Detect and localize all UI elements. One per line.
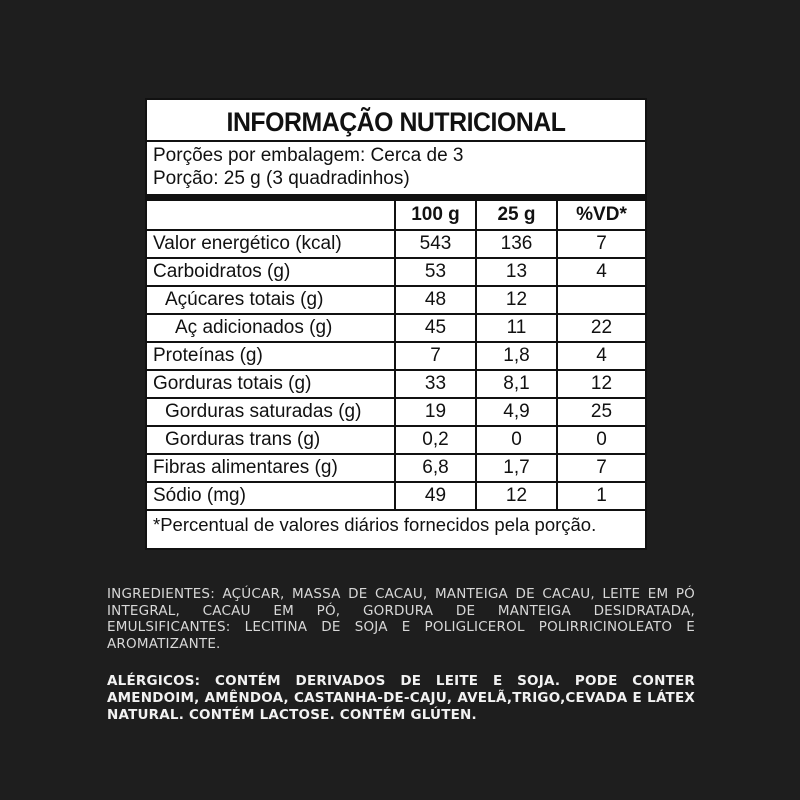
value-25g: 8,1 bbox=[476, 370, 557, 398]
servings-per-package: Porções por embalagem: Cerca de 3 bbox=[153, 145, 464, 166]
value-vd: 7 bbox=[557, 454, 645, 482]
value-25g: 1,8 bbox=[476, 342, 557, 370]
column-header: 100 g bbox=[395, 201, 476, 230]
nutrient-name: Proteínas (g) bbox=[147, 342, 395, 370]
nutrient-name: Gorduras saturadas (g) bbox=[147, 398, 395, 426]
table-row bbox=[147, 426, 645, 454]
value-100g: 48 bbox=[395, 286, 476, 314]
value-vd bbox=[557, 286, 645, 314]
value-100g: 49 bbox=[395, 482, 476, 510]
table-row bbox=[147, 314, 645, 342]
nutrient-name: Gorduras trans (g) bbox=[147, 426, 395, 454]
value-100g: 7 bbox=[395, 342, 476, 370]
value-100g: 33 bbox=[395, 370, 476, 398]
thick-divider bbox=[147, 194, 645, 201]
column-header: 25 g bbox=[476, 201, 557, 230]
value-25g: 13 bbox=[476, 258, 557, 286]
value-25g: 11 bbox=[476, 314, 557, 342]
value-25g: 1,7 bbox=[476, 454, 557, 482]
nutrient-name: Fibras alimentares (g) bbox=[147, 454, 395, 482]
value-vd: 25 bbox=[557, 398, 645, 426]
table-header-row bbox=[147, 201, 645, 230]
value-25g: 136 bbox=[476, 230, 557, 258]
value-25g: 12 bbox=[476, 286, 557, 314]
value-100g: 45 bbox=[395, 314, 476, 342]
nutrition-title: INFORMAÇÃO NUTRICIONAL bbox=[226, 107, 566, 137]
nutrient-name: Sódio (mg) bbox=[147, 482, 395, 510]
value-100g: 6,8 bbox=[395, 454, 476, 482]
value-vd: 12 bbox=[557, 370, 645, 398]
value-100g: 53 bbox=[395, 258, 476, 286]
value-vd: 4 bbox=[557, 258, 645, 286]
ingredients-text: INGREDIENTES: AÇÚCAR, MASSA DE CACAU, MANTEIGA DE CACAU, LEITE EM PÓ INTEGRAL, CACAU EM PÓ, GORDURA DE MANTEIGA DESIDRATADA, EMULSIFICANTES: LECITINA DE SOJA E POLIGLICEROL POLIRRICINOLEATO E AROMATIZANTE. bbox=[107, 586, 695, 652]
value-100g: 19 bbox=[395, 398, 476, 426]
table-row bbox=[147, 258, 645, 286]
value-vd: 4 bbox=[557, 342, 645, 370]
value-vd: 0 bbox=[557, 426, 645, 454]
nutrient-name: Carboidratos (g) bbox=[147, 258, 395, 286]
footnote: *Percentual de valores diários fornecidos pela porção. bbox=[153, 514, 597, 535]
column-header bbox=[147, 201, 395, 230]
table-row bbox=[147, 286, 645, 314]
nutrition-table bbox=[147, 201, 645, 511]
serving-size: Porção: 25 g (3 quadradinhos) bbox=[153, 168, 410, 189]
table-row bbox=[147, 454, 645, 482]
value-25g: 4,9 bbox=[476, 398, 557, 426]
table-row bbox=[147, 398, 645, 426]
nutrient-name: Açúcares totais (g) bbox=[147, 286, 395, 314]
value-100g: 0,2 bbox=[395, 426, 476, 454]
value-25g: 12 bbox=[476, 482, 557, 510]
value-vd: 7 bbox=[557, 230, 645, 258]
value-vd: 22 bbox=[557, 314, 645, 342]
table-row bbox=[147, 230, 645, 258]
nutrient-name: Aç adicionados (g) bbox=[147, 314, 395, 342]
nutrient-name: Valor energético (kcal) bbox=[147, 230, 395, 258]
value-100g: 543 bbox=[395, 230, 476, 258]
value-vd: 1 bbox=[557, 482, 645, 510]
table-row bbox=[147, 370, 645, 398]
value-25g: 0 bbox=[476, 426, 557, 454]
nutrient-name: Gorduras totais (g) bbox=[147, 370, 395, 398]
table-row bbox=[147, 482, 645, 510]
allergens-text: ALÉRGICOS: CONTÉM DERIVADOS DE LEITE E SOJA. PODE CONTER AMENDOIM, AMÊNDOA, CASTANHA-DE-CAJU, AVELÃ,TRIGO,CEVADA E LÁTEX NATURAL. CONTÉM LACTOSE. CONTÉM GLÚTEN. bbox=[107, 673, 695, 723]
table-row bbox=[147, 342, 645, 370]
column-header: %VD* bbox=[557, 201, 645, 230]
portion-info bbox=[147, 142, 645, 192]
nutrition-facts-panel bbox=[145, 98, 647, 550]
